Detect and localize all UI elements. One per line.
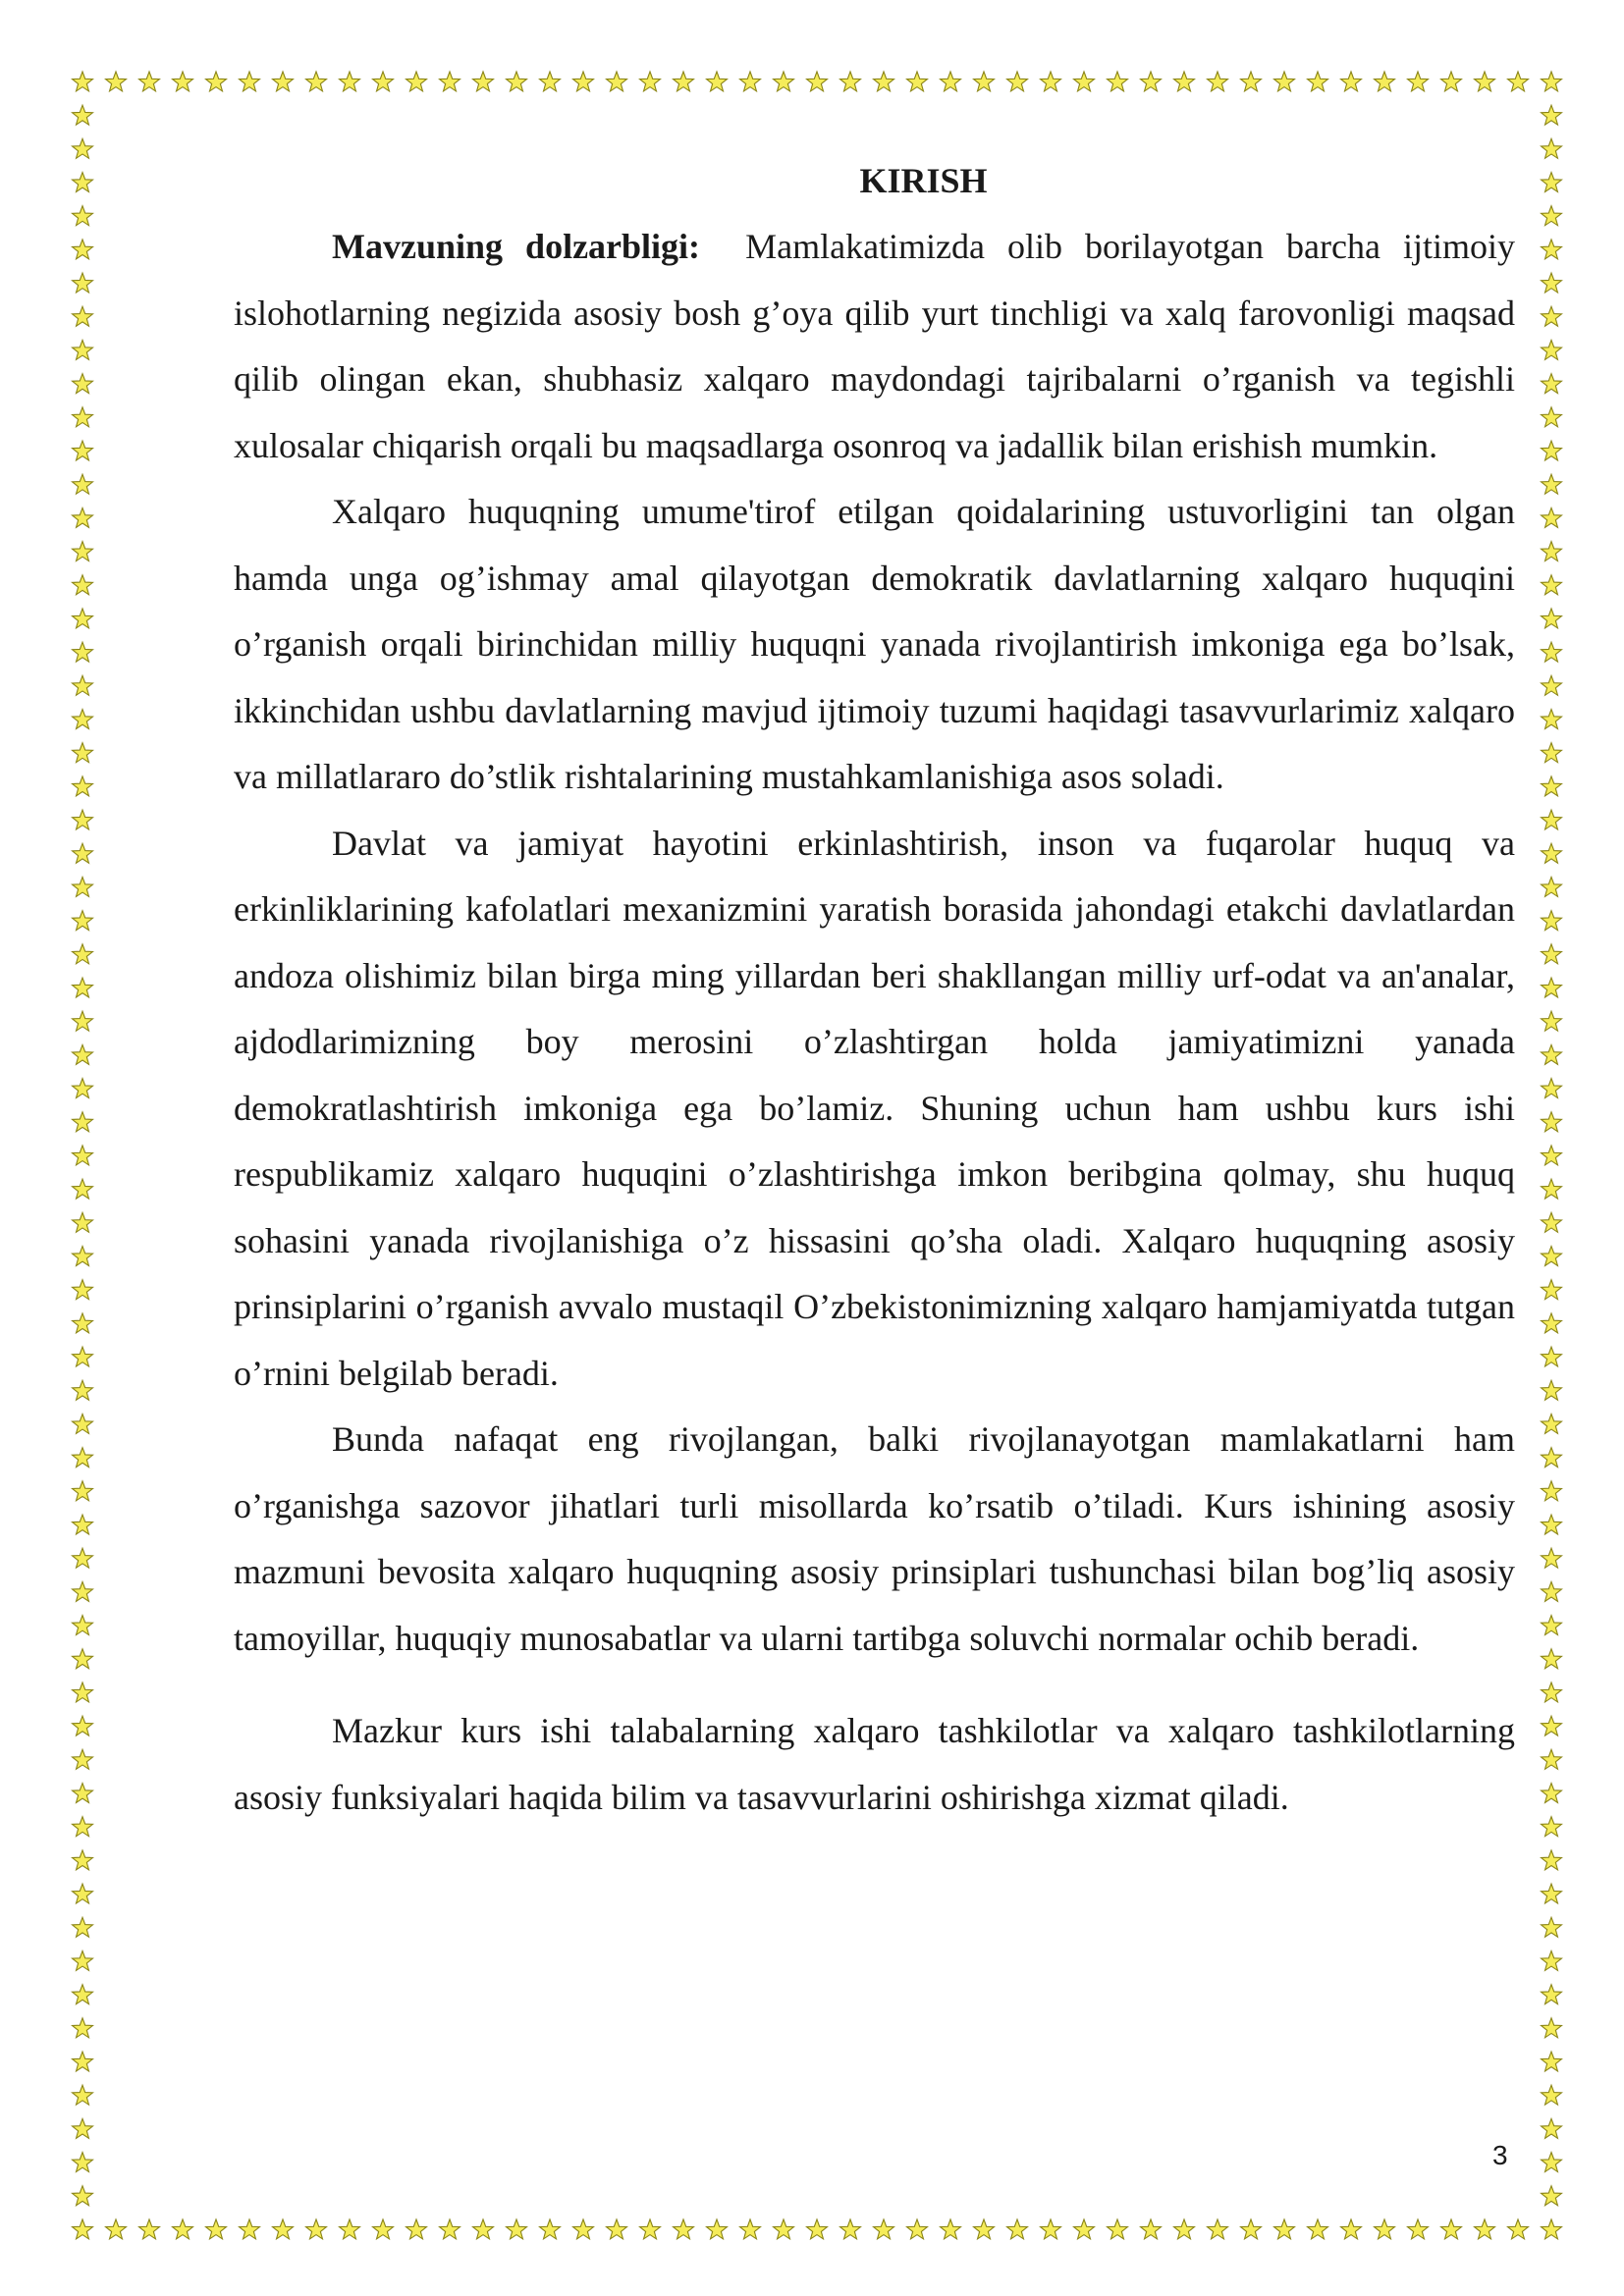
border-star-icon [1542, 105, 1562, 125]
border-star-icon [573, 72, 594, 91]
paragraph-relevance [234, 214, 1515, 479]
border-star-icon [73, 72, 93, 91]
border-star-icon [73, 1179, 93, 1199]
border-star-icon [1542, 240, 1562, 259]
border-star-icon [1074, 2219, 1095, 2239]
border-star-icon [1542, 1716, 1562, 1735]
border-star-icon [73, 1415, 93, 1434]
border-star-icon [1007, 72, 1028, 91]
border-star-icon [73, 1917, 93, 1937]
border-star-icon [1441, 2219, 1462, 2239]
border-star-icon [1341, 72, 1362, 91]
border-star-icon [1475, 72, 1495, 91]
border-star-icon [1274, 72, 1295, 91]
border-star-icon [1542, 2085, 1562, 2105]
border-star-icon [1542, 1850, 1562, 1870]
border-star-icon [73, 2118, 93, 2138]
border-star-icon [306, 2219, 327, 2239]
border-star-icon [1475, 2219, 1495, 2239]
border-star-icon [73, 173, 93, 192]
border-star-icon [1542, 341, 1562, 360]
border-star-icon [1542, 1481, 1562, 1501]
paragraph-course-purpose: Mazkur kurs ishi talabalarning xalqaro tashkilotlar va xalqaro tashkilotlarning asosiy funksiyalari haqida bilim va tasavvurlarini oshirishga xizmat qiladi. [234, 1711, 1515, 1817]
border-star-icon [1241, 72, 1262, 91]
border-star-icon [73, 609, 93, 628]
border-star-icon [440, 72, 460, 91]
border-star-icon [1542, 1784, 1562, 1803]
border-star-icon [507, 2219, 527, 2239]
border-star-icon [640, 72, 661, 91]
border-star-icon [73, 1649, 93, 1669]
border-star-icon [73, 1515, 93, 1534]
border-star-icon [73, 2186, 93, 2206]
border-star-icon [73, 407, 93, 427]
border-star-icon [440, 2219, 460, 2239]
border-star-icon [1208, 72, 1228, 91]
border-star-icon [1542, 173, 1562, 192]
document-title: KIRISH [859, 161, 988, 200]
border-star-icon [73, 306, 93, 326]
border-star-icon [907, 2219, 928, 2239]
border-star-icon [1542, 878, 1562, 897]
border-star-icon [73, 675, 93, 695]
border-star-icon [73, 1682, 93, 1702]
border-star-icon [73, 240, 93, 259]
border-star-icon [874, 2219, 894, 2239]
border-star-icon [139, 2219, 160, 2239]
border-star-icon [1108, 2219, 1128, 2239]
border-star-icon [73, 1749, 93, 1769]
border-star-icon [1542, 575, 1562, 595]
border-star-icon [907, 72, 928, 91]
border-star-icon [73, 710, 93, 729]
border-star-icon [707, 2219, 728, 2239]
border-star-icon [373, 2219, 394, 2239]
border-star-icon [1542, 1817, 1562, 1837]
border-star-icon [1542, 507, 1562, 527]
border-star-icon [139, 72, 160, 91]
border-star-icon [73, 1448, 93, 1468]
border-star-icon [1174, 72, 1195, 91]
border-star-icon [874, 72, 894, 91]
border-star-icon [73, 1280, 93, 1300]
border-star-icon [73, 810, 93, 829]
border-star-icon [1542, 2018, 1562, 2038]
border-star-icon [941, 72, 961, 91]
border-star-icon [73, 1112, 93, 1132]
border-star-icon [1542, 1515, 1562, 1534]
border-star-icon [73, 1784, 93, 1803]
border-star-icon [1141, 72, 1162, 91]
border-star-icon [1542, 1313, 1562, 1333]
border-star-icon [974, 2219, 995, 2239]
border-star-icon [206, 72, 227, 91]
border-star-icon [1542, 1616, 1562, 1635]
border-star-icon [1007, 2219, 1028, 2239]
border-star-icon [73, 2052, 93, 2071]
border-star-icon [1542, 1011, 1562, 1031]
paragraph-countries-study: Bunda nafaqat eng rivojlangan, balki rivojlanayotgan mamlakatlarni ham o’rganishga sazovor jihatlari turli misollarda ko’rsatib o’tiladi. Kurs ishining asosiy mazmuni bevosita xalqaro huquqning asosiy prinsiplari tushunchasi bilan bog’liq asosiy tamoyillar, huquqiy munosabatlar va ularni tartibga soluvchi normalar ochib beradi. [234, 1419, 1515, 1658]
border-star-icon [1542, 944, 1562, 964]
border-star-icon [1508, 2219, 1529, 2239]
border-star-icon [306, 72, 327, 91]
paragraph-lead: Mavzuning dolzarbligi: [332, 227, 701, 266]
page-body [234, 147, 1515, 1831]
border-star-icon [73, 2219, 93, 2239]
border-star-icon [73, 911, 93, 931]
border-star-icon [1542, 407, 1562, 427]
border-star-icon [1508, 72, 1529, 91]
border-star-icon [1542, 1044, 1562, 1064]
border-star-icon [73, 743, 93, 763]
border-star-icon [941, 2219, 961, 2239]
border-star-icon [73, 1380, 93, 1400]
border-star-icon [1341, 2219, 1362, 2239]
border-star-icon [1141, 2219, 1162, 2239]
border-star-icon [674, 2219, 694, 2239]
border-star-icon [73, 1616, 93, 1635]
border-star-icon [1542, 1415, 1562, 1434]
border-star-icon [1542, 609, 1562, 628]
border-star-icon [73, 1951, 93, 1971]
border-star-icon [1542, 1280, 1562, 1300]
border-star-icon [340, 72, 360, 91]
border-star-icon [73, 1581, 93, 1601]
border-star-icon [106, 72, 127, 91]
border-star-icon [1174, 2219, 1195, 2239]
border-star-icon [674, 72, 694, 91]
border-star-icon [540, 72, 561, 91]
border-star-icon [1542, 474, 1562, 494]
border-star-icon [1542, 1917, 1562, 1937]
border-star-icon [1542, 675, 1562, 695]
border-star-icon [1542, 1079, 1562, 1098]
border-star-icon [406, 2219, 427, 2239]
border-star-icon [1542, 2052, 1562, 2071]
border-star-icon [1542, 911, 1562, 931]
border-star-icon [73, 441, 93, 460]
border-star-icon [1375, 2219, 1395, 2239]
border-star-icon [1074, 72, 1095, 91]
border-star-icon [73, 843, 93, 863]
border-star-icon [1542, 1951, 1562, 1971]
border-star-icon [73, 1079, 93, 1098]
border-star-icon [540, 2219, 561, 2239]
border-star-icon [73, 2018, 93, 2038]
border-star-icon [73, 138, 93, 158]
border-star-icon [1542, 441, 1562, 460]
border-star-icon [1041, 72, 1061, 91]
border-star-icon [974, 72, 995, 91]
border-star-icon [774, 2219, 794, 2239]
border-star-icon [73, 1850, 93, 1870]
border-star-icon [1542, 1347, 1562, 1366]
border-star-icon [373, 72, 394, 91]
border-star-icon [73, 1146, 93, 1165]
border-star-icon [73, 878, 93, 897]
border-star-icon [1308, 72, 1328, 91]
border-star-icon [273, 72, 294, 91]
border-star-icon [73, 1011, 93, 1031]
border-star-icon [73, 273, 93, 293]
paragraph-text: Mamlakatimizda olib borilayotgan barcha ijtimoiy islohotlarning negizida asosiy bosh g’oya qilib yurt tinchligi va xalq farovonligi maqsad qilib olingan ekan, shubhasiz xalqaro maydondagi tajribalarni o’rganish va tegishli xulosalar chiqarish orqali bu maqsadlarga osonroq va jadallik bilan erishish mumkin. [234, 227, 1515, 465]
border-star-icon [73, 1548, 93, 1568]
border-star-icon [1542, 306, 1562, 326]
border-star-icon [73, 1817, 93, 1837]
border-star-icon [1542, 138, 1562, 158]
border-star-icon [807, 2219, 828, 2239]
border-star-icon [106, 2219, 127, 2239]
border-star-icon [1542, 978, 1562, 997]
border-star-icon [707, 72, 728, 91]
border-star-icon [473, 72, 494, 91]
border-star-icon [1542, 1581, 1562, 1601]
border-star-icon [1542, 1448, 1562, 1468]
paragraph-international-law: Xalqaro huquqning umume'tirof etilgan qoidalarining ustuvorligini tan olgan hamda unga og’ishmay amal qilayotgan demokratik davlatlarning xalqaro huquqini o’rganish orqali birinchidan milliy huquqni yanada rivojlantirish imkoniga ega bo’lsak, ikkinchidan ushbu davlatlarning mavjud ijtimoiy tuzumi haqidagi tasavvurlarimiz xalqaro va millatlararo do’stlik rishtalarining mustahkamlanishiga asos soladi. [234, 492, 1515, 796]
border-star-icon [774, 72, 794, 91]
border-star-icon [507, 72, 527, 91]
border-star-icon [73, 944, 93, 964]
border-star-icon [1542, 273, 1562, 293]
border-star-icon [173, 2219, 193, 2239]
border-star-icon [240, 2219, 260, 2239]
border-star-icon [1208, 2219, 1228, 2239]
border-star-icon [1542, 1212, 1562, 1232]
border-star-icon [807, 72, 828, 91]
border-star-icon [73, 1347, 93, 1366]
border-star-icon [73, 1313, 93, 1333]
border-star-icon [73, 1044, 93, 1064]
border-star-icon [73, 2153, 93, 2172]
border-star-icon [1542, 1649, 1562, 1669]
border-star-icon [340, 2219, 360, 2239]
border-star-icon [740, 2219, 761, 2239]
border-star-icon [73, 206, 93, 226]
border-star-icon [1542, 1112, 1562, 1132]
border-star-icon [1542, 710, 1562, 729]
border-star-icon [1375, 72, 1395, 91]
border-star-icon [73, 2085, 93, 2105]
border-star-icon [1542, 776, 1562, 796]
border-star-icon [406, 72, 427, 91]
border-star-icon [473, 2219, 494, 2239]
border-star-icon [73, 542, 93, 561]
border-star-icon [73, 1481, 93, 1501]
border-star-icon [73, 642, 93, 662]
border-star-icon [1542, 2219, 1562, 2239]
border-star-icon [73, 1985, 93, 2004]
border-star-icon [206, 2219, 227, 2239]
border-star-icon [73, 776, 93, 796]
border-star-icon [1274, 2219, 1295, 2239]
border-star-icon [740, 72, 761, 91]
border-star-icon [1542, 1247, 1562, 1266]
border-star-icon [73, 575, 93, 595]
border-star-icon [1441, 72, 1462, 91]
border-star-icon [1241, 2219, 1262, 2239]
border-star-icon [73, 1212, 93, 1232]
border-star-icon [1542, 743, 1562, 763]
border-star-icon [173, 72, 193, 91]
border-star-icon [73, 105, 93, 125]
border-star-icon [1542, 1548, 1562, 1568]
border-star-icon [73, 341, 93, 360]
border-star-icon [1542, 642, 1562, 662]
border-star-icon [1542, 1749, 1562, 1769]
border-star-icon [840, 72, 861, 91]
border-star-icon [73, 474, 93, 494]
border-star-icon [1542, 1884, 1562, 1903]
border-star-icon [73, 1884, 93, 1903]
border-star-icon [1542, 72, 1562, 91]
page-number: 3 [1492, 2140, 1508, 2170]
border-star-icon [1542, 374, 1562, 394]
border-star-icon [1542, 542, 1562, 561]
border-star-icon [1542, 1682, 1562, 1702]
border-star-icon [1542, 1380, 1562, 1400]
border-star-icon [73, 1247, 93, 1266]
border-star-icon [1408, 72, 1429, 91]
border-star-icon [1542, 1179, 1562, 1199]
border-star-icon [73, 374, 93, 394]
border-star-icon [1542, 2186, 1562, 2206]
border-star-icon [573, 2219, 594, 2239]
border-star-icon [1308, 2219, 1328, 2239]
border-star-icon [1041, 2219, 1061, 2239]
border-star-icon [1542, 1146, 1562, 1165]
border-star-icon [73, 507, 93, 527]
border-star-icon [1542, 2153, 1562, 2172]
border-star-icon [273, 2219, 294, 2239]
border-star-icon [1108, 72, 1128, 91]
border-star-icon [73, 978, 93, 997]
border-star-icon [607, 2219, 627, 2239]
border-star-icon [1408, 2219, 1429, 2239]
border-star-icon [73, 1716, 93, 1735]
border-star-icon [1542, 2118, 1562, 2138]
paragraph-democratization: Davlat va jamiyat hayotini erkinlashtirish, inson va fuqarolar huquq va erkinliklarining kafolatlari mexanizmini yaratish borasida jahondagi etakchi davlatlardan andoza olishimiz bilan birga ming yillardan beri shakllangan milliy urf-odat va an'analar, ajdodlarimizning boy merosini o’zlashtirgan holda jamiyatimizni yanada demokratlashtirish imkoniga ega bo’lamiz. Shuning uchun ham ushbu kurs ishi respublikamiz xalqaro huquqini o’zlashtirishga imkon beribgina qolmay, shu huquq sohasini yanada rivojlanishiga o’z hissasini qo’sha oladi. Xalqaro huquqning asosiy prinsiplarini o’rganish avvalo mustaqil O’zbekistonimizning xalqaro hamjamiyatda tutgan o’rnini belgilab beradi. [234, 823, 1515, 1393]
border-star-icon [1542, 843, 1562, 863]
border-star-icon [607, 72, 627, 91]
border-star-icon [840, 2219, 861, 2239]
border-star-icon [1542, 810, 1562, 829]
border-star-icon [640, 2219, 661, 2239]
border-star-icon [240, 72, 260, 91]
border-star-icon [1542, 206, 1562, 226]
border-star-icon [1542, 1985, 1562, 2004]
